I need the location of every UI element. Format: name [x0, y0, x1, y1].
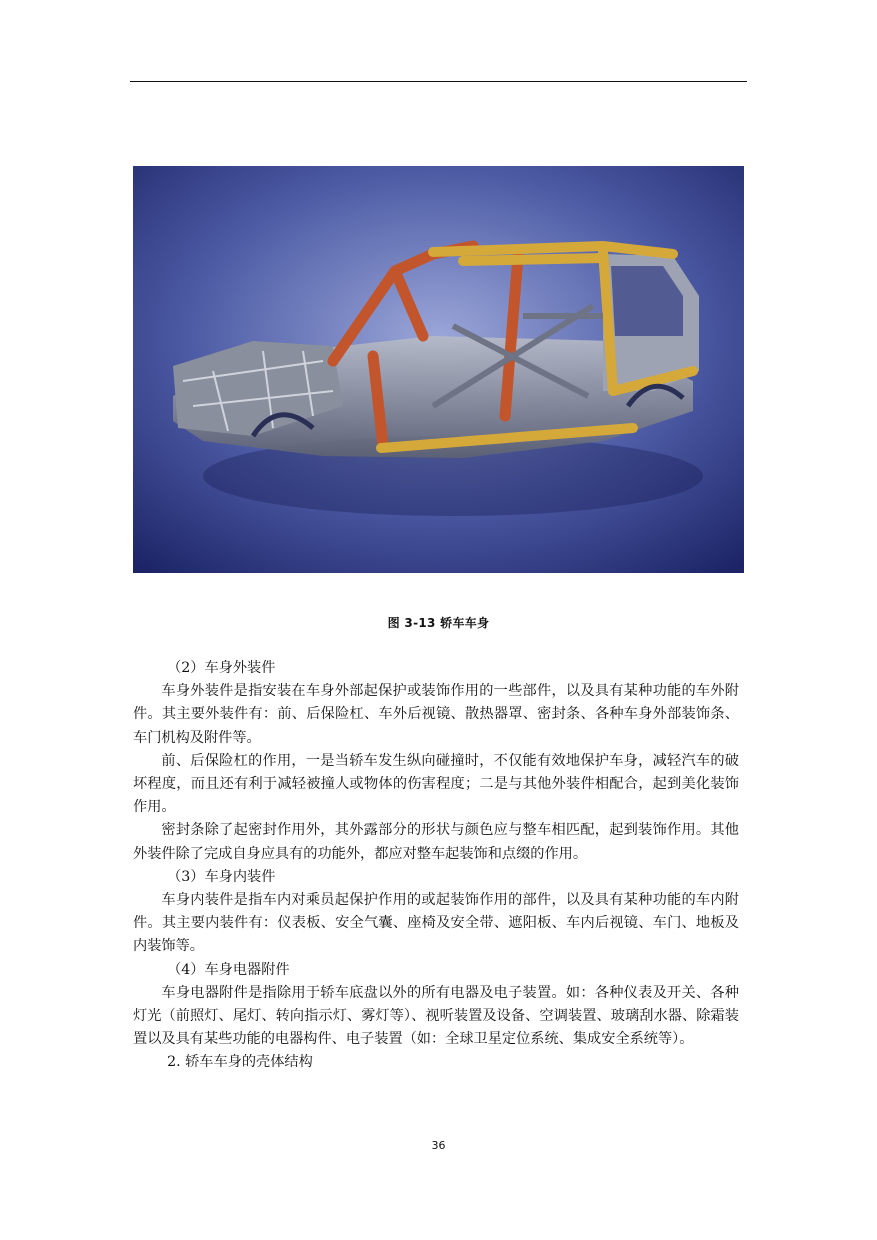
car-body-figure — [133, 166, 744, 573]
section-heading: （2）车身外装件 — [167, 660, 276, 676]
paragraph: 车身外装件是指安装在车身外部起保护或装饰作用的一些部件，以及具有某种功能的车外附件。其主要外装件有：前、后保险杠、车外后视镜、散热器罩、密封条、各种车身外部装饰条、车门机构及附件等。 — [133, 683, 739, 746]
paragraph: 车身电器附件是指除用于轿车底盘以外的所有电器及电子装置。如：各种仪表及开关、各种灯光（前照灯、尾灯、转向指示灯、雾灯等）、视听装置及设备、空调装置、玻璃刮水器、除霜装置以及具有某些功能的电器构件、电子装置（如：全球卫星定位系统、集成安全系统等）。 — [133, 984, 739, 1048]
section-heading: （4）车身电器附件 — [167, 961, 290, 978]
paragraph: 车身内装件是指车内对乘员起保护作用的或起装饰作用的部件，以及具有某种功能的车内附件。其主要内装件有：仪表板、安全气囊、座椅及安全带、遮阳板、车内后视镜、车门、地板及内装饰等。 — [133, 892, 739, 955]
paragraph: 前、后保险杠的作用，一是当轿车发生纵向碰撞时，不仅能有效地保护车身，减轻汽车的破坏程度，而且还有利于减轻被撞人或物体的伤害程度；二是与其他外装件相配合，起到美化装饰作用。 — [133, 752, 739, 816]
section-heading: （3）车身内装件 — [167, 868, 276, 885]
figure-caption: 图 3-13 轿车车身 — [387, 616, 490, 630]
page-number: 36 — [431, 1139, 446, 1152]
paragraph: 密封条除了起密封作用外，其外露部分的形状与颜色应与整车相匹配，起到装饰作用。其他外装件除了完成自身应具有的功能外，都应对整车起装饰和点缀的作用。 — [133, 822, 739, 862]
body-text — [133, 657, 739, 1075]
section-heading: 2. 轿车车身的壳体结构 — [167, 1054, 313, 1071]
header-rule — [130, 81, 747, 82]
